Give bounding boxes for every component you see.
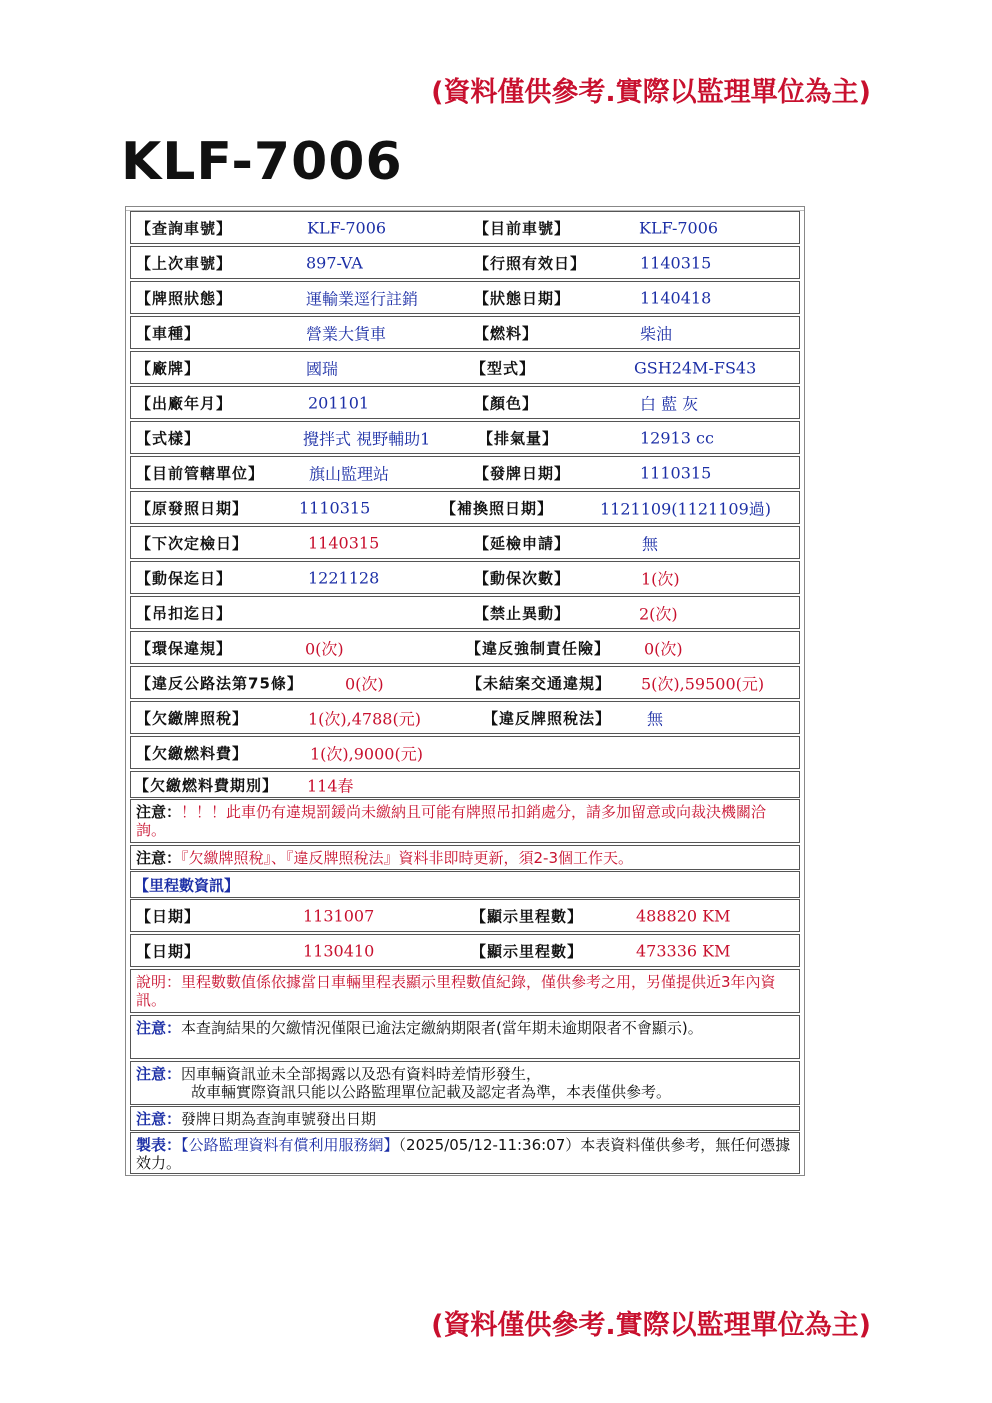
table-row: [130, 246, 800, 279]
row-value: 1(次),9000(元): [310, 744, 423, 763]
row-value: 旗山監理站: [309, 464, 390, 483]
mileage-date-label: 【日期】: [136, 907, 201, 925]
fuel-period-label: 【欠繳燃料費期別】: [134, 776, 279, 794]
mileage-km-label: 【顯示里程數】: [471, 942, 584, 960]
row-value: 0(次): [644, 639, 683, 658]
table-row: [130, 491, 800, 524]
notice-text: ！！！此車仍有違規罰鍰尚未繳納且可能有牌照吊扣銷處分，請多加留意或向裁決機關洽詢。: [136, 803, 767, 839]
row-value: 1140418: [640, 288, 712, 307]
row-value: KLF-7006: [639, 218, 719, 237]
disclaimer-bottom: (資料僅供參考.實際以監理單位為主): [431, 1310, 871, 1341]
row-label: 【式樣】: [136, 429, 201, 447]
row-label: 【出廠年月】: [136, 394, 233, 412]
table-row: [130, 701, 800, 734]
row-value: 1221128: [308, 568, 380, 587]
mileage-section-header: [130, 871, 800, 898]
row-label: 【發牌日期】: [474, 464, 571, 482]
row-value: 0(次): [345, 674, 384, 693]
note-label: 注意：: [136, 1110, 182, 1128]
row-label: 【違反公路法第75條】: [136, 674, 303, 692]
row-value: 5(次),59500(元): [641, 674, 765, 693]
row-label: 【吊扣迄日】: [136, 604, 233, 622]
row-label: 【下次定檢日】: [136, 534, 249, 552]
row-value: 1140315: [640, 253, 712, 272]
row-value: 1110315: [299, 498, 371, 517]
row-label: 【欠繳牌照稅】: [136, 709, 249, 727]
row-label: 【目前車號】: [474, 219, 571, 237]
mileage-section-title: 【里程數資訊】: [134, 876, 240, 894]
row-value: 攪拌式 視野輔助1: [303, 429, 431, 448]
explanation-text: 說明：里程數數值係依據當日車輛里程表顯示里程數值紀錄，僅供參考之用，另僅提供近3年內資訊。: [136, 973, 776, 1009]
note-data-lag: [130, 1061, 800, 1105]
mileage-row: [130, 934, 800, 967]
fuel-period-value: 114春: [307, 776, 354, 795]
row-label: 【欠繳燃料費】: [136, 744, 249, 762]
row-value: GSH24M-FS43: [634, 358, 757, 377]
row-label: 【動保迄日】: [136, 569, 233, 587]
table-row: [130, 666, 800, 699]
note-text: 發牌日期為查詢車號發出日期: [181, 1110, 377, 1128]
mileage-km-label: 【顯示里程數】: [471, 907, 584, 925]
row-value: 無: [642, 534, 659, 553]
row-label: 【狀態日期】: [474, 289, 571, 307]
row-label: 【查詢車號】: [136, 219, 233, 237]
note-issue-date: [130, 1106, 800, 1131]
plate-number-heading: KLF-7006: [121, 132, 403, 192]
table-row: [130, 561, 800, 594]
row-value: 2(次): [639, 604, 678, 623]
mileage-explanation: [130, 969, 800, 1013]
row-value: 國瑞: [306, 359, 339, 378]
row-label: 【廠牌】: [136, 359, 201, 377]
table-row: [130, 456, 800, 489]
mileage-row: [130, 899, 800, 932]
mileage-date-label: 【日期】: [136, 942, 201, 960]
notice-label: 注意：: [136, 849, 182, 867]
table-row: [130, 421, 800, 454]
table-row: [130, 386, 800, 419]
notice-label: 注意：: [136, 803, 182, 821]
row-label: 【違反強制責任險】: [466, 639, 611, 657]
row-label: 【目前管轄單位】: [136, 464, 265, 482]
row-value: 運輸業逕行註銷: [306, 289, 419, 308]
row-label: 【燃料】: [474, 324, 539, 342]
row-label: 【上次車號】: [136, 254, 233, 272]
mileage-km-value: 473336 KM: [636, 941, 731, 960]
row-value: 1110315: [640, 463, 712, 482]
row-label: 【車種】: [136, 324, 201, 342]
table-row: [130, 736, 800, 769]
row-value: 營業大貨車: [306, 324, 387, 343]
mileage-date-value: 1130410: [303, 941, 375, 960]
row-label: 【禁止異動】: [474, 604, 571, 622]
row-label: 【未結案交通違規】: [467, 674, 612, 692]
note-arrears: [130, 1015, 800, 1059]
row-value: 1(次): [641, 569, 680, 588]
mileage-km-value: 488820 KM: [636, 906, 731, 925]
table-row: [130, 351, 800, 384]
table-row: [130, 596, 800, 629]
note-text: 因車輛資訊並未全部揭露以及恐有資料時差情形發生，: [181, 1065, 542, 1083]
vehicle-report-table: [125, 206, 805, 1176]
row-label: 【型式】: [471, 359, 536, 377]
report-footer: [130, 1132, 800, 1174]
notice-violation: [130, 799, 800, 843]
table-row: [130, 281, 800, 314]
footer-label: 製表：: [136, 1136, 182, 1154]
note-text: 故車輛實際資訊只能以公路監理單位記載及認定者為準，本表僅供參考。: [191, 1083, 672, 1101]
row-label: 【補換照日期】: [441, 499, 554, 517]
disclaimer-top: (資料僅供參考.實際以監理單位為主): [431, 77, 871, 108]
table-row: [130, 316, 800, 349]
row-value: 1140315: [308, 533, 380, 552]
note-text: 本查詢結果的欠繳情況僅限已逾法定繳納期限者(當年期未逾期限者不會顯示)。: [181, 1019, 703, 1037]
row-value: 柴油: [640, 324, 673, 343]
row-value: 897-VA: [306, 253, 363, 272]
note-label: 注意：: [136, 1019, 182, 1037]
row-value: 0(次): [305, 639, 344, 658]
row-value: 1(次),4788(元): [308, 709, 421, 728]
row-label: 【行照有效日】: [474, 254, 587, 272]
row-label: 【牌照狀態】: [136, 289, 233, 307]
mileage-date-value: 1131007: [303, 906, 375, 925]
footer-text: （2025/05/12-11:36:07）本表資料僅供參考，無任何憑據效力。: [136, 1136, 791, 1172]
row-value: 201101: [308, 393, 370, 412]
note-label: 注意：: [136, 1065, 182, 1083]
table-row: [130, 631, 800, 664]
row-value: KLF-7006: [307, 218, 387, 237]
row-label: 【顏色】: [474, 394, 539, 412]
notice-text: 『欠繳牌照稅』、『違反牌照稅法』資料非即時更新，須2-3個工作天。: [181, 849, 634, 867]
row-label: 【動保次數】: [474, 569, 571, 587]
fuel-period-row: [130, 771, 800, 798]
row-label: 【違反牌照稅法】: [483, 709, 612, 727]
row-value: 1121109(1121109過): [600, 499, 772, 518]
row-value: 12913 cc: [640, 428, 714, 447]
row-value: 白 藍 灰: [640, 394, 699, 413]
row-label: 【延檢申請】: [474, 534, 571, 552]
row-label: 【環保違規】: [136, 639, 233, 657]
table-row: [130, 526, 800, 559]
row-value: 無: [647, 709, 664, 728]
row-label: 【原發照日期】: [136, 499, 249, 517]
table-row: [130, 211, 800, 244]
footer-service: 【公路監理資料有償利用服務網】: [181, 1136, 399, 1154]
notice-tax-data: [130, 845, 800, 870]
row-label: 【排氣量】: [478, 429, 559, 447]
